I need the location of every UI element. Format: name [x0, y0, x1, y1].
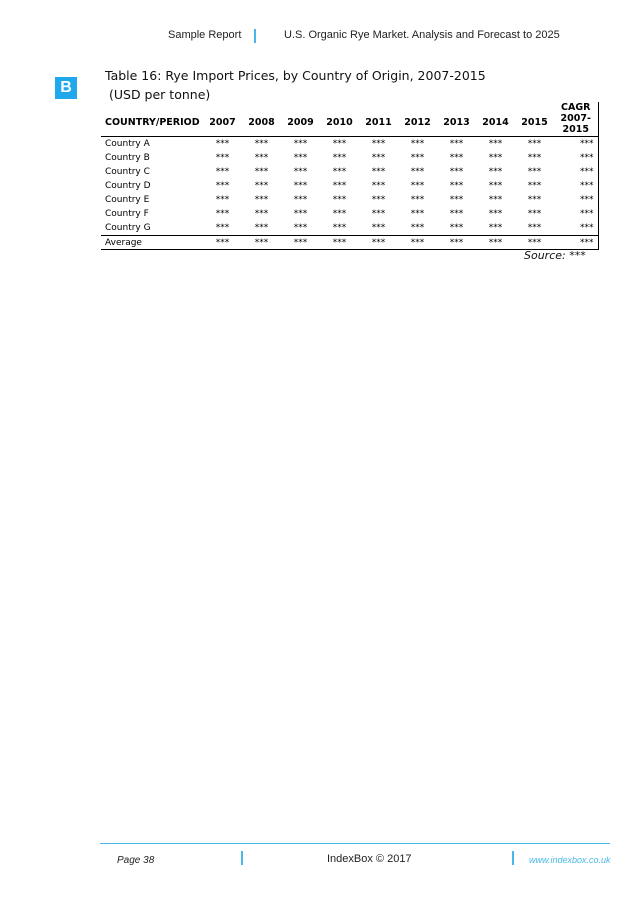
value-cell: *** — [449, 223, 464, 233]
value-cell: *** — [410, 195, 425, 205]
value-cell: *** — [398, 236, 437, 250]
row-label: Country C — [105, 167, 150, 177]
value-cell: *** — [515, 236, 554, 250]
footer-rule — [100, 843, 610, 844]
value-cell: *** — [293, 181, 308, 191]
value-cell: *** — [215, 139, 230, 149]
row-label: Country B — [105, 153, 150, 163]
column-header-year: 2010 — [320, 102, 359, 137]
column-header-year: 2008 — [242, 102, 281, 137]
row-label: Country F — [105, 209, 149, 219]
cagr-cell: *** — [554, 179, 598, 193]
value-cell: *** — [293, 195, 308, 205]
cagr-cell: *** — [554, 193, 598, 207]
column-header-year: 2012 — [398, 102, 437, 137]
value-cell: *** — [293, 223, 308, 233]
column-header-year: 2014 — [476, 102, 515, 137]
value-cell: *** — [254, 139, 269, 149]
value-cell: *** — [332, 223, 347, 233]
value-cell: *** — [332, 181, 347, 191]
value-cell: *** — [242, 236, 281, 250]
value-cell: *** — [527, 223, 542, 233]
cagr-cell: *** — [554, 137, 598, 152]
column-header-year: 2011 — [359, 102, 398, 137]
value-cell: *** — [476, 236, 515, 250]
cagr-cell: *** — [554, 207, 598, 221]
cagr-line: 2007- — [560, 113, 591, 124]
value-cell: *** — [488, 195, 503, 205]
footer-divider — [241, 851, 243, 865]
value-cell: *** — [488, 139, 503, 149]
value-cell: *** — [527, 139, 542, 149]
value-cell: *** — [215, 167, 230, 177]
value-cell: *** — [437, 236, 476, 250]
row-label: Country G — [105, 223, 151, 233]
value-cell: *** — [254, 153, 269, 163]
cagr-cell: *** — [554, 236, 598, 250]
value-cell: *** — [332, 167, 347, 177]
table-unit: (USD per tonne) — [109, 87, 211, 102]
value-cell: *** — [254, 209, 269, 219]
value-cell: *** — [410, 139, 425, 149]
header-divider — [254, 29, 256, 43]
value-cell: *** — [488, 153, 503, 163]
value-cell: *** — [254, 181, 269, 191]
footer-website: www.indexbox.co.uk — [529, 855, 611, 865]
table-body — [101, 137, 598, 250]
value-cell: *** — [254, 195, 269, 205]
value-cell: *** — [527, 209, 542, 219]
table-row — [101, 179, 598, 193]
value-cell: *** — [215, 153, 230, 163]
cagr-cell: *** — [554, 151, 598, 165]
cagr-cell: *** — [554, 165, 598, 179]
header-report-type: Sample Report — [168, 29, 242, 41]
column-header-cagr — [554, 102, 598, 137]
value-cell: *** — [449, 153, 464, 163]
table-row — [101, 137, 598, 152]
table-row — [101, 221, 598, 236]
average-row — [101, 236, 598, 250]
indexbox-logo: B — [55, 77, 77, 99]
value-cell: *** — [488, 209, 503, 219]
value-cell: *** — [215, 223, 230, 233]
value-cell: *** — [293, 153, 308, 163]
column-header-year: 2015 — [515, 102, 554, 137]
value-cell: *** — [332, 195, 347, 205]
table-row — [101, 207, 598, 221]
value-cell: *** — [410, 223, 425, 233]
value-cell: *** — [332, 139, 347, 149]
value-cell: *** — [293, 167, 308, 177]
row-label: Country E — [105, 195, 150, 205]
value-cell: *** — [410, 153, 425, 163]
value-cell: *** — [488, 181, 503, 191]
value-cell: *** — [449, 167, 464, 177]
value-cell: *** — [488, 223, 503, 233]
value-cell: *** — [527, 181, 542, 191]
value-cell: *** — [215, 209, 230, 219]
value-cell: *** — [215, 195, 230, 205]
value-cell: *** — [488, 167, 503, 177]
value-cell: *** — [254, 167, 269, 177]
value-cell: *** — [254, 223, 269, 233]
column-header-year: 2009 — [281, 102, 320, 137]
table-row — [101, 165, 598, 179]
table-row — [101, 151, 598, 165]
table-row — [101, 193, 598, 207]
cagr-cell: *** — [554, 221, 598, 236]
value-cell: *** — [371, 181, 386, 191]
value-cell: *** — [371, 209, 386, 219]
value-cell: *** — [371, 195, 386, 205]
value-cell: *** — [359, 236, 398, 250]
value-cell: *** — [215, 181, 230, 191]
value-cell: *** — [371, 153, 386, 163]
value-cell: *** — [293, 139, 308, 149]
value-cell: *** — [293, 209, 308, 219]
row-label: Country D — [105, 181, 151, 191]
column-header-year: 2013 — [437, 102, 476, 137]
value-cell: *** — [371, 167, 386, 177]
footer-copyright: IndexBox © 2017 — [327, 853, 412, 865]
cagr-line: 2015 — [562, 124, 589, 135]
value-cell: *** — [527, 167, 542, 177]
value-cell: *** — [320, 236, 359, 250]
import-prices-table — [101, 102, 599, 250]
cagr-line: CAGR — [561, 102, 591, 113]
value-cell: *** — [410, 209, 425, 219]
footer-divider — [512, 851, 514, 865]
column-header-country: COUNTRY/PERIOD — [101, 102, 203, 137]
value-cell: *** — [371, 223, 386, 233]
value-cell: *** — [449, 181, 464, 191]
value-cell: *** — [527, 195, 542, 205]
header-report-title: U.S. Organic Rye Market. Analysis and Forecast to 2025 — [284, 29, 560, 41]
table-header-row — [101, 102, 598, 137]
value-cell: *** — [371, 139, 386, 149]
table-source: Source: *** — [524, 249, 586, 262]
value-cell: *** — [332, 209, 347, 219]
page-number: Page 38 — [117, 855, 155, 866]
value-cell: *** — [410, 181, 425, 191]
value-cell: *** — [281, 236, 320, 250]
row-label: Average — [101, 236, 203, 250]
value-cell: *** — [449, 195, 464, 205]
table-title: Table 16: Rye Import Prices, by Country of Origin, 2007-2015 — [105, 68, 486, 83]
value-cell: *** — [203, 236, 242, 250]
value-cell: *** — [332, 153, 347, 163]
value-cell: *** — [527, 153, 542, 163]
value-cell: *** — [449, 139, 464, 149]
value-cell: *** — [449, 209, 464, 219]
row-label: Country A — [105, 139, 150, 149]
value-cell: *** — [410, 167, 425, 177]
column-header-year: 2007 — [203, 102, 242, 137]
